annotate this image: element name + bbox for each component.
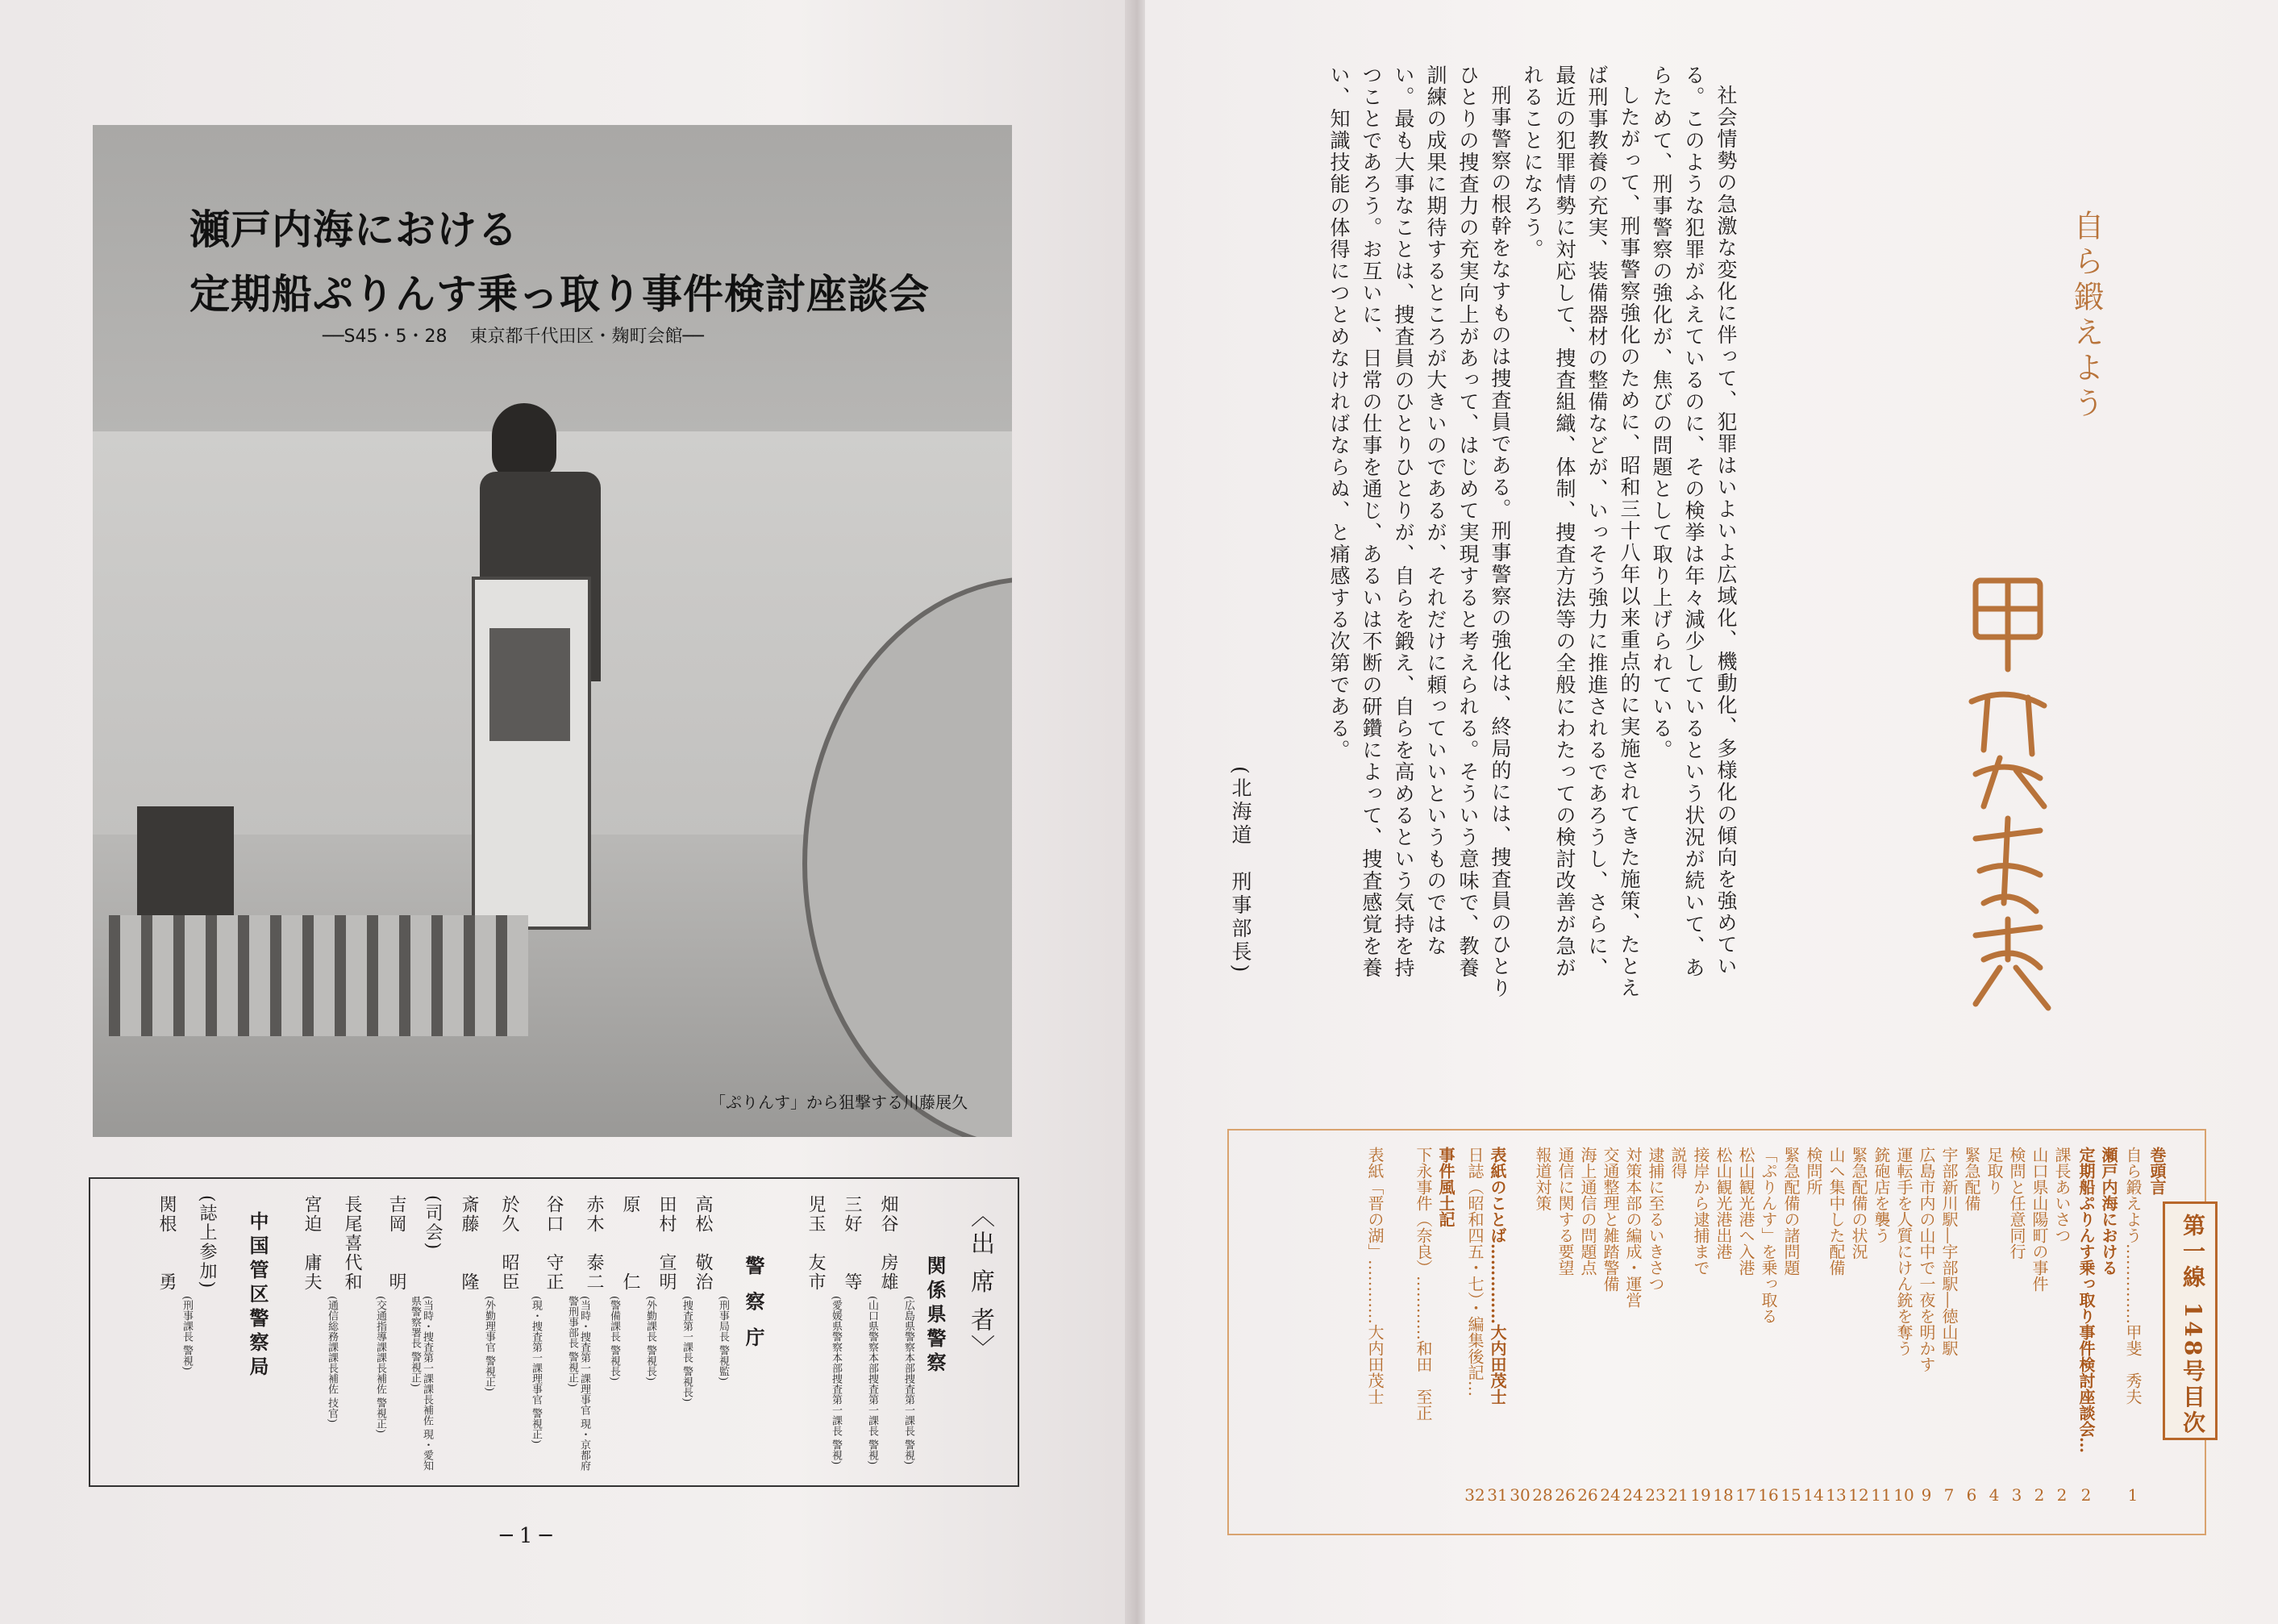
attendee-title: (当時・捜査第一課課長補佐 現・愛知県警察署長 警視正) <box>409 1296 433 1472</box>
toc-page-number: 24 <box>1600 1485 1621 1505</box>
attendee-name: 長尾喜代和 <box>342 1195 362 1292</box>
toc-entry: 検問と任意同行 <box>2007 1147 2026 1260</box>
toc-entry: 課長あいさつ <box>2052 1147 2072 1243</box>
essay-author: (北海道 刑事部長) <box>1229 766 1252 976</box>
group-prefectural: 関係県警察 <box>923 1255 947 1376</box>
photo-door-window <box>489 628 570 741</box>
toc-page-number: 10 <box>1893 1485 1914 1505</box>
toc-page-number: 14 <box>1803 1485 1824 1505</box>
toc-entry: 宇部新川駅―宇部駅―徳山駅 <box>1939 1147 1959 1356</box>
toc-page-number: 19 <box>1690 1485 1711 1505</box>
attendee-name: 吉岡 明 <box>386 1195 406 1292</box>
attendee-name: 畑谷 房雄 <box>878 1195 898 1292</box>
attendee-name: 田村 宣明 <box>656 1195 677 1292</box>
toc-entry: 海上通信の問題点 <box>1578 1147 1597 1276</box>
toc-entry: 銃砲店を襲う <box>1872 1147 1891 1243</box>
toc-page-number: 13 <box>1826 1485 1847 1505</box>
attendee-name: 児玉 友市 <box>806 1195 826 1292</box>
toc-page-number: 2 <box>2056 1485 2068 1505</box>
toc-entry: 下永事件（奈良）…………和田 至正 <box>1414 1147 1433 1421</box>
toc-entry: 報道対策 <box>1533 1147 1552 1211</box>
toc-entry: 巻頭言 <box>2147 1147 2167 1195</box>
toc-page-number: 4 <box>1989 1485 2000 1505</box>
toc-page-number: 26 <box>1577 1485 1598 1505</box>
toc-page-number: 3 <box>2011 1485 2022 1505</box>
toc-entry: 緊急配備の諸問題 <box>1781 1147 1801 1276</box>
toc-entry: 定期船ぷりんす乗っ取り事件検討座談会… <box>2076 1147 2096 1453</box>
toc-entry: 運転手を人質にけん銃を奪う <box>1894 1147 1914 1356</box>
photo-panel <box>93 125 1012 1137</box>
article-title-line1: 瀬戸内海における <box>189 206 518 253</box>
photo-figure-head <box>492 403 556 480</box>
attendee-moderator: (司会) <box>423 1195 443 1251</box>
toc-entry: 「ぷりんす」を乗っ取る <box>1759 1147 1778 1324</box>
issue-badge-label: 第一線 148号目次 <box>2180 1214 2206 1437</box>
toc-entry: 対策本部の編成・運営 <box>1623 1147 1643 1308</box>
attendee-title: (山口県警察本部捜査第一課長 警視) <box>866 1296 878 1465</box>
group-regional: 中国管区警察局 <box>246 1211 269 1380</box>
toc-entry: 自ら鍛えよう……………甲斐 秀夫 <box>2123 1147 2143 1405</box>
table-of-contents <box>1227 1129 2206 1535</box>
toc-page-number: 32 <box>1464 1485 1485 1505</box>
attendee-title: (外勤課長 警視長) <box>644 1296 656 1381</box>
attendee-title: (外勤理事官 警視正) <box>483 1296 495 1392</box>
toc-page-number: 6 <box>1966 1485 1977 1505</box>
toc-page-number: 26 <box>1555 1485 1576 1505</box>
toc-page-number: 23 <box>1645 1485 1666 1505</box>
attendee-name: 高松 敬治 <box>693 1195 713 1292</box>
attendee-name: 三好 等 <box>842 1195 862 1292</box>
attendee-title: (当時・捜査第一課理事官 現・京都府警刑事部長 警視正) <box>566 1296 590 1472</box>
toc-entry: 交通整理と雑踏警備 <box>1601 1147 1620 1292</box>
attendee-name: 宮迫 庸夫 <box>302 1195 322 1292</box>
toc-entry: 検問所 <box>1804 1147 1823 1195</box>
attendee-name: 斎藤 隆 <box>459 1195 479 1292</box>
toc-page-number: 28 <box>1532 1485 1553 1505</box>
photo-railing <box>109 915 528 1036</box>
essay-body <box>1290 65 1742 1000</box>
attendee-name: 赤木 泰二 <box>584 1195 604 1292</box>
toc-page-number: 30 <box>1510 1485 1530 1505</box>
toc-entry: 山口県山陽町の事件 <box>2030 1147 2049 1292</box>
toc-entry: 説得 <box>1668 1147 1688 1179</box>
attendee-title: (刑事局長 警視監) <box>717 1296 729 1381</box>
left-page <box>0 0 1137 1624</box>
meta-place: 東京都千代田区・麹町会館── <box>469 327 704 347</box>
toc-entry: 表紙のことば……………大内田茂士 <box>1488 1147 1507 1405</box>
toc-page-number: 7 <box>1943 1485 1955 1505</box>
toc-entry: 緊急配備の状況 <box>1849 1147 1868 1260</box>
signature-image <box>1951 564 2064 1016</box>
issue-badge <box>2163 1201 2218 1440</box>
attendee-title: (捜査第一課長 警視長) <box>681 1296 693 1402</box>
toc-page-number: 18 <box>1713 1485 1734 1505</box>
group-npa: 警 察 庁 <box>742 1255 765 1351</box>
toc-page-number: 9 <box>1921 1485 1932 1505</box>
attendee-name: 於久 昭臣 <box>499 1195 519 1292</box>
article-title-line2: 定期船ぷりんす乗っ取り事件検討座談会 <box>189 271 930 318</box>
toc-entry: 逮捕に至るいきさつ <box>1646 1147 1665 1292</box>
attendee-title: (広島県警察本部捜査第一課長 警視) <box>902 1296 914 1465</box>
toc-entry: 松山観光港へ入港 <box>1736 1147 1755 1276</box>
toc-entry: 足取り <box>1984 1147 2004 1195</box>
toc-entry: 瀬戸内海における <box>2099 1147 2118 1276</box>
toc-entry: 緊急配備 <box>1962 1147 1981 1211</box>
essay-title: 自ら鍛えよう <box>2068 210 2104 423</box>
attendee-name: 谷口 守正 <box>543 1195 564 1292</box>
toc-entry: 山へ集中した配備 <box>1826 1147 1846 1276</box>
toc-page-number: 2 <box>2034 1485 2045 1505</box>
attendees-header: 〈出 席 者〉 <box>966 1203 994 1363</box>
toc-entry: 接岸から逮捕まで <box>1691 1147 1710 1276</box>
toc-entry: 通信に関する要望 <box>1555 1147 1575 1276</box>
toc-entry: 日誌（昭和四五・七）・編集後記… <box>1465 1147 1485 1397</box>
toc-page-number: 21 <box>1668 1485 1689 1505</box>
article-title <box>189 198 996 327</box>
toc-page-number: 24 <box>1622 1485 1643 1505</box>
attendee-title: (警備課長 警視長) <box>608 1296 620 1381</box>
essay-paragraph: 社会情勢の急激な変化に伴って、犯罪はいよいよ広域化、機動化、多様化の傾向を強めている。このような犯罪がふえているのに、その検挙は年々減少しているという状況が続いて、あらためて、刑事警察の強化が、焦びの問題として取り上げられている。 <box>1650 65 1738 979</box>
attendee-title: (交通指導課課長補佐 警視正) <box>374 1296 386 1434</box>
attendee-title: (通信総務課課長補佐 技官) <box>326 1296 338 1423</box>
toc-page-number: 17 <box>1735 1485 1756 1505</box>
meta-date: ──S45・5・28 <box>323 327 448 347</box>
page-number: ─ 1 ─ <box>500 1524 552 1548</box>
toc-entry: 松山観光港出港 <box>1714 1147 1733 1260</box>
essay-paragraph: 刑事警察の根幹をなすものは捜査員である。刑事警察の強化は、終局的には、捜査員のひとりひとりの捜査力の充実向上があって、はじめて実現すると考えられる。そういう意味で、教養訓練の成果に期待するところが大きいのであるが、それだけに頼っていいというものではない。最も大事なことは、捜査員のひとりひとりが、自らを鍛え、自らを高めるという気持を持つことであろう。お互いに、日常の仕事を通じ、あるいは不断の研鑽によって、捜査感覚を養い、知識技能の体得につとめなければならぬ、と痛感する次第である。 <box>1327 65 1512 999</box>
photo-caption: 「ぷりんす」から狙撃する川藤展久 <box>710 1093 968 1112</box>
toc-page-number: 16 <box>1758 1485 1779 1505</box>
attendees-box <box>89 1177 1019 1487</box>
toc-entry: 広島市内の山中で一夜を明かす <box>1917 1147 1936 1372</box>
attendee-title: (現・捜査第一課理事官 警視正) <box>530 1296 542 1444</box>
toc-page-number: 11 <box>1871 1485 1892 1505</box>
article-meta <box>323 323 704 348</box>
essay-paragraph: したがって、刑事警察強化のために、昭和三十八年以来重点的に実施されてきた施策、たとえば刑事教養の充実、装備器材の整備などが、いっそう強力に推進されるであろうし、さらに、最近の犯罪情勢に対応して、捜査組織、体制、捜査方法等の全般にわたっての検討改善が急がれることになろう。 <box>1521 65 1641 999</box>
toc-page-number: 1 <box>2127 1485 2138 1505</box>
toc-entry: 表紙「晋の湖」…………大内田茂士 <box>1365 1147 1385 1405</box>
toc-page-number: 12 <box>1848 1485 1869 1505</box>
photo-door <box>472 577 591 930</box>
press-participation: (誌上参加) <box>197 1195 217 1290</box>
attendee-name: 原 仁 <box>620 1195 640 1292</box>
toc-page-number: 31 <box>1487 1485 1508 1505</box>
attendee-name: 関根 勇 <box>156 1195 177 1292</box>
attendee-title: (愛媛県警察本部捜査第一課長 警視) <box>830 1296 842 1465</box>
toc-page-number: 15 <box>1780 1485 1801 1505</box>
toc-page-number: 2 <box>2080 1485 2092 1505</box>
attendee-title: (刑事課長 警視) <box>181 1296 193 1371</box>
toc-entry: 事件風土記 <box>1436 1147 1456 1227</box>
